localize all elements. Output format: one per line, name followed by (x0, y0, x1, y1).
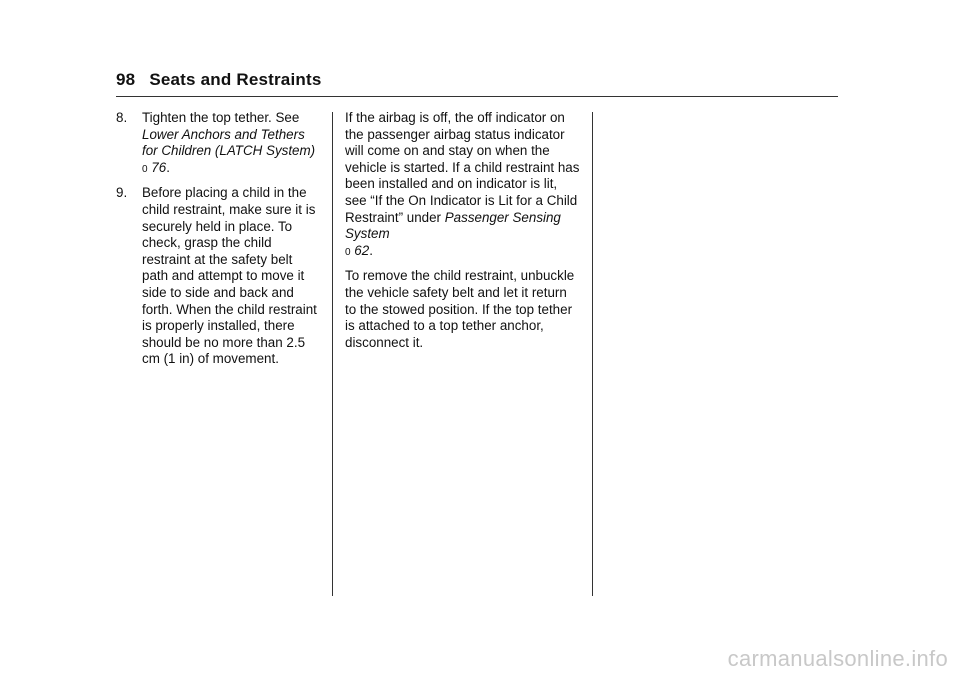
middle-column (345, 110, 581, 358)
header-rule (116, 96, 838, 97)
page-ref-arrow-icon: 0 (142, 163, 148, 175)
step-8 (116, 110, 320, 178)
cross-reference-link[interactable]: Passenger Sensing System (345, 209, 561, 242)
paragraph-text: To remove the child restraint, unbuckle the vehicle safety belt and let it return to the stowed position. If the top tether is attached to a top tether anchor, disconnect it. (345, 268, 575, 350)
remove-restraint-paragraph (345, 268, 581, 351)
cross-reference-page[interactable]: 62 (354, 242, 370, 258)
page-number: 98 (116, 70, 136, 89)
ref-period: . (369, 242, 373, 258)
page-ref-arrow-icon: 0 (345, 246, 351, 258)
step-number: 9. (116, 185, 128, 201)
step-number: 8. (116, 110, 128, 125)
ref-period: . (166, 159, 170, 175)
page-header (116, 70, 322, 90)
cross-reference-page[interactable]: 76 (151, 159, 167, 175)
watermark: carmanualsonline.info (727, 646, 948, 671)
step-text: Before placing a child in the child restraint, make sure it is securely held in place. To check, grasp the child restraint at the safety belt path and attempt to move it side to side and back and forth. When the child restraint is properly installed, there should be no more than 2.5 cm (1 in) of movement. (142, 185, 317, 367)
left-column (116, 110, 320, 375)
airbag-paragraph (345, 110, 581, 261)
column-divider-right (592, 112, 593, 596)
paragraph-text: If the airbag is off, the off indicator on the passenger airbag status indicator will come on and stay on when the vehicle is started. If a child restraint has been installed and on indicator is lit, see “If the On Indicator is Lit for a Child Restraint” under (345, 110, 580, 225)
step-text: Tighten the top tether. See (142, 110, 300, 125)
section-title: Seats and Restraints (149, 70, 322, 89)
step-9 (116, 185, 320, 368)
column-divider-left (332, 112, 333, 596)
cross-reference-link[interactable]: Lower Anchors and Tethers for Children (LATCH System) (142, 126, 316, 159)
